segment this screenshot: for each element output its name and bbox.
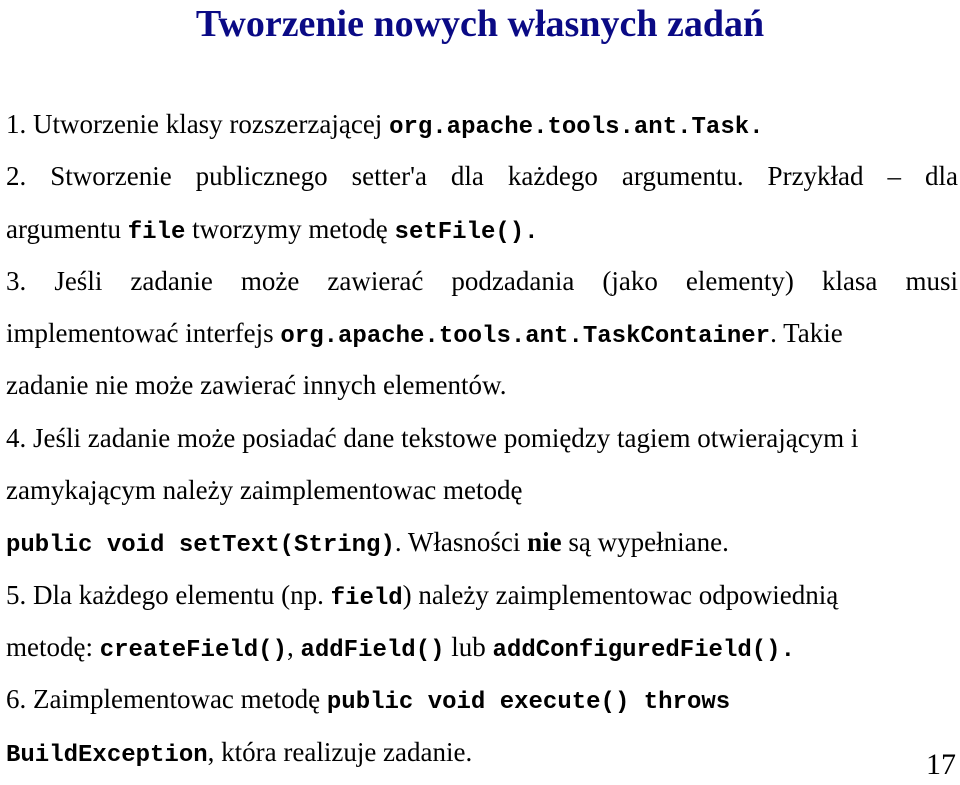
item-3-text-b: . Takie [770,318,843,349]
item-2-code-setfile: setFile(). [394,218,539,246]
item-5-code-field: field [330,584,403,612]
item-3-text-a: implementować interfejs [6,318,281,349]
item-1-code-task-class: org.apache.tools.ant.Task. [389,114,764,141]
page-number: 17 [926,748,956,781]
item-5-text-a: 5. Dla każdego elementu (np. [6,579,331,610]
list-item-1 [6,98,958,150]
item-5-text-sep: , [286,631,301,662]
item-2-text-a: argumentu [6,213,128,244]
item-6-text-b: , która realizuje zadanie. [207,736,473,767]
list-item-4-line-3 [6,516,958,568]
list-item-4-line-2: zamykającym należy zaimplementowac metodę [6,475,523,506]
list-item-3-line-1: 3. Jeśli zadanie może zawierać podzadania (jako elementy) klasa musi [6,265,958,296]
item-2-text-b: tworzymy metodę [185,213,395,244]
item-4-text-b: są wypełniane. [561,527,729,558]
list-item-4-line-1: 4. Jeśli zadanie może posiadać dane tekstowe pomiędzy tagiem otwierającym i [6,422,859,453]
slide-title: Tworzenie nowych własnych zadań [195,3,765,45]
item-1-text: 1. Utworzenie klasy rozszerzającej [6,109,390,139]
list-item-6-line-1 [6,673,958,725]
item-5-text-or: lub [444,631,493,662]
item-5-text-b: ) należy zaimplementowac odpowiednią [402,579,839,610]
item-4-emphasis-nie: nie [527,527,562,558]
list-item-3-line-3: zadanie nie może zawierać innych elementów. [6,370,507,401]
list-item-5-line-1 [6,569,958,621]
item-5-code-createfield: createField() [99,636,287,664]
slide-body [6,98,958,778]
list-item-2-line-1: 2. Stworzenie publicznego setter'a dla każdego argumentu. Przykład – dla [6,161,958,192]
item-6-code-buildexception: BuildException [6,741,208,769]
item-6-text-a: 6. Zaimplementowac metodę [6,684,327,715]
item-4-text-a: . Własności [394,527,528,558]
list-item-5-line-2 [6,621,958,673]
item-5-code-addconfiguredfield: addConfiguredField(). [492,636,795,664]
list-item-6-line-2 [6,726,958,778]
item-5-text-c: metodę: [6,631,100,662]
list-item-3-line-2 [6,307,958,359]
item-3-code-taskcontainer: org.apache.tools.ant.TaskContainer [280,323,771,351]
item-6-code-execute: public void execute() throws [326,689,731,717]
item-2-code-file: file [127,218,186,246]
item-5-code-addfield: addField() [300,636,445,664]
item-4-code-settext: public void setText(String) [6,532,395,560]
list-item-2-line-2 [6,203,958,255]
